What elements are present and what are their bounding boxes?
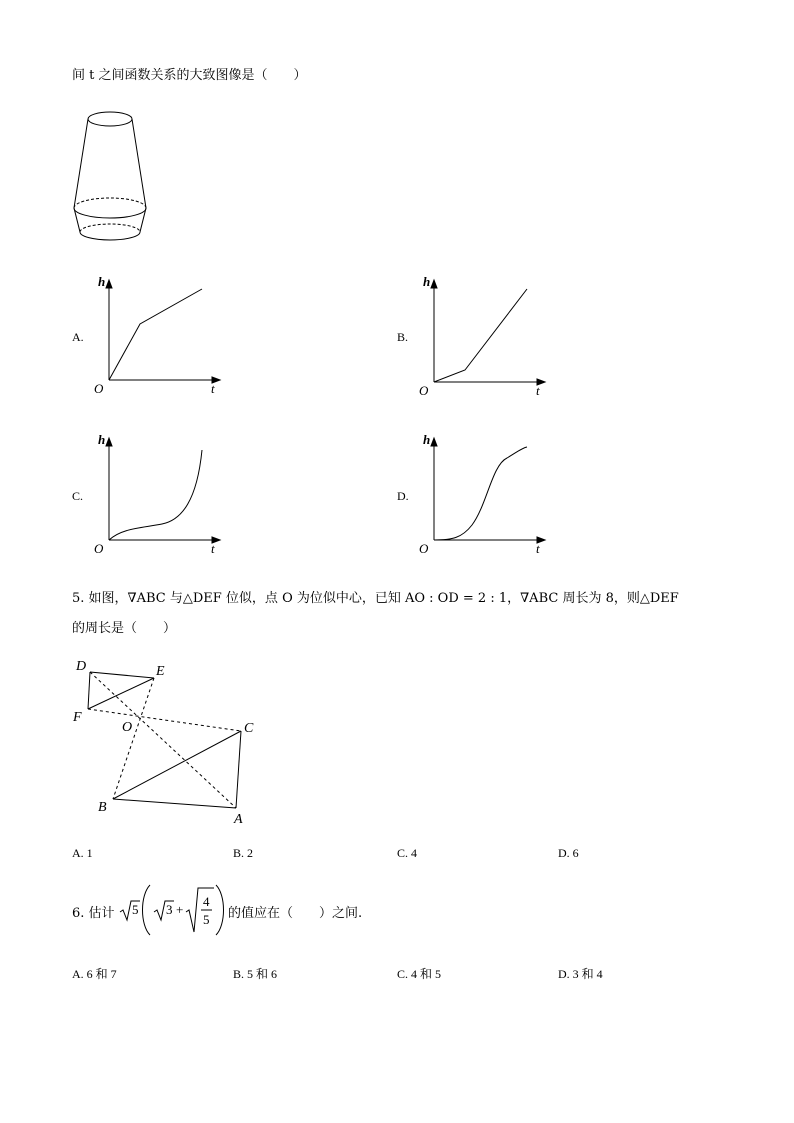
vessel-figure: [70, 108, 155, 248]
q5-ray-fc: [88, 709, 241, 731]
q5-option-a[interactable]: A. 1: [72, 846, 93, 860]
q4-graph-b-curve: [434, 289, 527, 382]
q5-point-e: E: [156, 664, 165, 679]
q5-ray-da: [90, 672, 236, 808]
q5-option-c[interactable]: C. 4: [397, 846, 418, 860]
q4-graph-d-t-label: t: [536, 541, 540, 556]
q4-graph-b-origin-label: O: [419, 383, 429, 398]
q4-graph-c-origin-label: O: [94, 541, 104, 556]
q4-option-d-label[interactable]: D.: [397, 489, 409, 503]
q4-graph-a-curve: [109, 289, 202, 380]
q4-graph-b-h-label: h: [423, 274, 431, 289]
q5-option-b[interactable]: B. 2: [233, 846, 254, 860]
q6-right-paren: [216, 885, 224, 935]
q4-graph-b: [417, 272, 557, 400]
q4-graph-d-origin-label: O: [419, 541, 429, 556]
q4-graph-a-origin-label: O: [94, 381, 104, 396]
q5-point-c: C: [244, 721, 254, 736]
q4-graph-a-t-label: t: [211, 381, 215, 396]
q4-graph-d-h-label: h: [423, 432, 431, 447]
q4-graph-d-curve: [434, 447, 527, 540]
q5-segment-ca: [236, 731, 241, 808]
q5-point-b: B: [98, 800, 107, 815]
q5-segment-ef: [88, 678, 154, 709]
q6-option-b[interactable]: B. 5 和 6: [233, 967, 278, 981]
q6-option-c[interactable]: C. 4 和 5: [397, 967, 442, 981]
q5-segment-de: [90, 672, 154, 678]
q6-frac-numerator: 4: [203, 894, 210, 909]
q4-graph-d: [417, 430, 557, 558]
q6-option-d[interactable]: D. 3 和 4: [558, 967, 603, 981]
q5-stem-line2: 的周长是（ ）: [72, 621, 177, 636]
q4-graph-b-t-label: t: [536, 383, 540, 398]
q6-frac-denominator: 5: [203, 912, 210, 927]
q4-graph-c-curve: [109, 450, 202, 540]
q4-option-c-label[interactable]: C.: [72, 489, 84, 503]
q4-graph-a: [92, 272, 232, 400]
q5-point-f: F: [73, 710, 82, 725]
q4-graph-c: [92, 430, 232, 558]
q6-option-a[interactable]: A. 6 和 7: [72, 967, 117, 981]
q4-option-a-label[interactable]: A.: [72, 330, 84, 344]
q4-graph-c-h-label: h: [98, 432, 106, 447]
q6-radicand-3: 3: [166, 902, 173, 917]
q6-radicand-5: 5: [132, 902, 139, 917]
q5-segment-ab: [113, 799, 236, 808]
q4-stem: 间 t 之间函数关系的大致图像是（ ）: [72, 68, 307, 83]
q5-point-d: D: [76, 659, 87, 674]
q4-option-b-label[interactable]: B.: [397, 330, 409, 344]
q6-plus-sign: +: [176, 902, 184, 917]
q5-point-a: A: [234, 812, 243, 827]
q6-suffix: 的值应在（ ）之间.: [228, 906, 363, 921]
q5-option-d[interactable]: D. 6: [558, 846, 579, 860]
q5-stem-line1: 5. 如图，∇ABC 与△DEF 位似，点 O 为位似中心，已知 AO : OD = 2 : 1，∇ABC 周长为 8，则△DEF: [72, 591, 679, 606]
q6-left-paren: [143, 885, 151, 935]
q4-graph-c-t-label: t: [211, 541, 215, 556]
q6-prefix: 6. 估计: [72, 906, 115, 921]
q4-graph-a-h-label: h: [98, 274, 106, 289]
q5-segment-fd: [88, 672, 90, 709]
q5-figure: [70, 655, 270, 830]
q5-point-o: O: [122, 720, 133, 735]
